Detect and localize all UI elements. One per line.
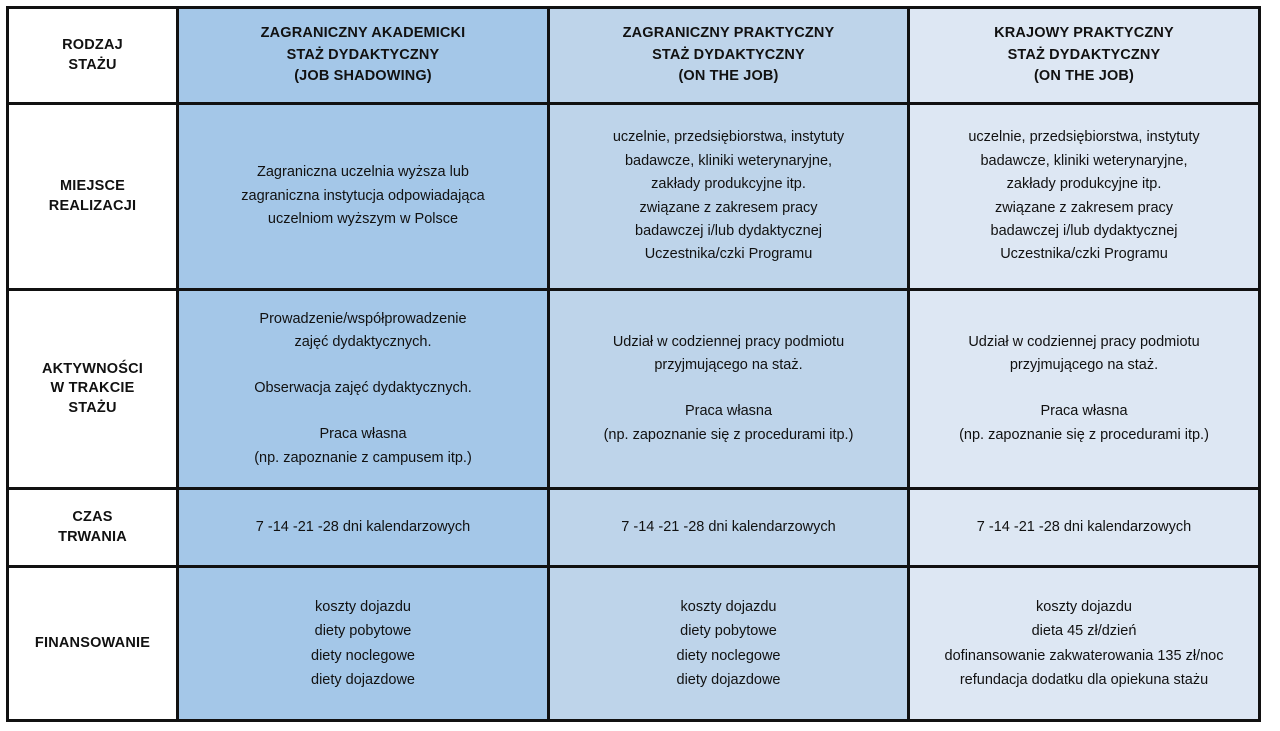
cell-line: diety noclegowe bbox=[311, 647, 415, 664]
cell-lines bbox=[918, 331, 1250, 447]
cell-miejsce-practical-domestic bbox=[909, 104, 1260, 290]
cell-czas-academic-abroad bbox=[178, 489, 549, 567]
cell-line: Uczestnika/czki Programu bbox=[1000, 246, 1168, 263]
cell-line: 7 -14 -21 -28 dni kalendarzowych bbox=[976, 518, 1192, 535]
header-column-lines bbox=[558, 23, 899, 88]
header-column-lines bbox=[187, 23, 539, 88]
cell-line-spacer bbox=[187, 355, 539, 377]
header-column-line: (JOB SHADOWING) bbox=[294, 68, 432, 85]
row-label-lines bbox=[17, 508, 168, 547]
header-column-line: (ON THE JOB) bbox=[1033, 68, 1135, 85]
cell-line: koszty dojazdu bbox=[1036, 598, 1132, 615]
cell-lines bbox=[918, 126, 1250, 267]
header-column-line: (ON THE JOB) bbox=[678, 68, 779, 85]
cell-line: dofinansowanie zakwaterowania 135 zł/noc bbox=[944, 647, 1224, 664]
cell-line: Praca własna bbox=[684, 403, 773, 420]
cell-line: (np. zapoznanie z campusem itp.) bbox=[254, 449, 472, 466]
cell-line: zakłady produkcyjne itp. bbox=[651, 176, 806, 193]
cell-miejsce-practical-abroad bbox=[549, 104, 909, 290]
cell-line: Uczestnika/czki Programu bbox=[644, 246, 813, 263]
header-column-line: KRAJOWY PRAKTYCZNY bbox=[994, 24, 1174, 41]
cell-line: Udział w codziennej pracy podmiotu bbox=[968, 333, 1200, 350]
cell-line: uczelniom wyższym w Polsce bbox=[267, 211, 459, 228]
table-row bbox=[8, 104, 1260, 290]
cell-line: zajęć dydaktycznych. bbox=[294, 334, 432, 351]
cell-line: (np. zapoznanie się z procedurami itp.) bbox=[603, 426, 854, 443]
cell-line: dieta 45 zł/dzień bbox=[1031, 623, 1137, 640]
table-header-row bbox=[8, 8, 1260, 104]
cell-aktywnosci-academic-abroad bbox=[178, 290, 549, 489]
cell-line: Udział w codziennej pracy podmiotu bbox=[612, 333, 845, 350]
cell-line: refundacja dodatku dla opiekuna stażu bbox=[959, 671, 1209, 688]
cell-lines bbox=[558, 595, 899, 692]
cell-line: zakłady produkcyjne itp. bbox=[1006, 176, 1162, 193]
cell-czas-practical-domestic bbox=[909, 489, 1260, 567]
cell-lines bbox=[187, 595, 539, 692]
row-label-line: REALIZACJI bbox=[48, 197, 137, 214]
cell-line: zagraniczna instytucja odpowiadająca bbox=[241, 187, 485, 204]
cell-lines bbox=[558, 126, 899, 267]
table-row bbox=[8, 567, 1260, 721]
row-label-czas-trwania bbox=[8, 489, 178, 567]
header-label-lines bbox=[17, 36, 168, 75]
row-label-line: MIEJSCE bbox=[59, 177, 126, 194]
cell-line: diety dojazdowe bbox=[676, 671, 781, 688]
cell-line: diety pobytowe bbox=[680, 623, 777, 640]
cell-line: badawczej i/lub dydaktycznej bbox=[635, 222, 822, 239]
cell-line: koszty dojazdu bbox=[680, 598, 777, 615]
cell-aktywnosci-practical-domestic bbox=[909, 290, 1260, 489]
cell-line: badawczej i/lub dydaktycznej bbox=[990, 222, 1178, 239]
cell-line: koszty dojazdu bbox=[315, 598, 411, 615]
row-label-finansowanie bbox=[8, 567, 178, 721]
internship-types-table bbox=[6, 6, 1261, 722]
row-label-lines bbox=[17, 634, 168, 654]
cell-line: związane z zakresem pracy bbox=[994, 199, 1174, 216]
cell-line: badawcze, kliniki weterynaryjne, bbox=[624, 152, 833, 169]
row-label-lines bbox=[17, 177, 168, 216]
cell-lines bbox=[558, 331, 899, 447]
cell-line: uczelnie, przedsiębiorstwa, instytuty bbox=[612, 129, 845, 146]
row-label-line: STAŻU bbox=[68, 399, 117, 416]
cell-lines bbox=[187, 308, 539, 470]
header-column-practical-abroad bbox=[549, 8, 909, 104]
header-label-cell bbox=[8, 8, 178, 104]
row-label-line: FINANSOWANIE bbox=[34, 634, 151, 651]
cell-lines bbox=[918, 516, 1250, 539]
cell-line: badawcze, kliniki weterynaryjne, bbox=[980, 152, 1188, 169]
cell-line-spacer bbox=[187, 401, 539, 423]
cell-finansowanie-practical-abroad bbox=[549, 567, 909, 721]
cell-line: Zagraniczna uczelnia wyższa lub bbox=[257, 164, 469, 181]
header-column-line: STAŻ DYDAKTYCZNY bbox=[652, 46, 805, 63]
header-label-line: RODZAJ bbox=[62, 36, 123, 53]
cell-lines bbox=[918, 595, 1250, 692]
row-label-line: AKTYWNOŚCI bbox=[41, 360, 144, 377]
row-label-lines bbox=[17, 360, 168, 419]
table-row bbox=[8, 290, 1260, 489]
header-label-line: STAŻU bbox=[68, 56, 117, 73]
cell-line: związane z zakresem pracy bbox=[639, 199, 818, 216]
cell-line-spacer bbox=[918, 378, 1250, 400]
cell-finansowanie-academic-abroad bbox=[178, 567, 549, 721]
cell-line: diety pobytowe bbox=[314, 623, 412, 640]
header-column-lines bbox=[918, 23, 1250, 88]
header-column-academic-abroad bbox=[178, 8, 549, 104]
cell-miejsce-academic-abroad bbox=[178, 104, 549, 290]
cell-line: Praca własna bbox=[319, 426, 407, 443]
cell-line: Praca własna bbox=[1040, 403, 1128, 420]
cell-czas-practical-abroad bbox=[549, 489, 909, 567]
header-column-line: STAŻ DYDAKTYCZNY bbox=[286, 46, 440, 63]
cell-lines bbox=[187, 161, 539, 231]
cell-line: Prowadzenie/współprowadzenie bbox=[259, 310, 467, 327]
table-row bbox=[8, 489, 1260, 567]
cell-line: Obserwacja zajęć dydaktycznych. bbox=[254, 380, 472, 397]
table-body bbox=[8, 8, 1260, 721]
cell-line: diety noclegowe bbox=[676, 647, 781, 664]
cell-line-spacer bbox=[558, 378, 899, 400]
header-column-practical-domestic bbox=[909, 8, 1260, 104]
row-label-line: CZAS bbox=[72, 508, 113, 525]
row-label-miejsce-realizacji bbox=[8, 104, 178, 290]
cell-line: 7 -14 -21 -28 dni kalendarzowych bbox=[255, 518, 471, 535]
row-label-aktywnosci bbox=[8, 290, 178, 489]
cell-line: uczelnie, przedsiębiorstwa, instytuty bbox=[968, 129, 1200, 146]
cell-lines bbox=[187, 516, 539, 539]
row-label-line: W TRAKCIE bbox=[50, 380, 135, 397]
cell-line: 7 -14 -21 -28 dni kalendarzowych bbox=[621, 518, 836, 535]
cell-line: przyjmującego na staż. bbox=[654, 357, 803, 374]
header-column-line: STAŻ DYDAKTYCZNY bbox=[1007, 46, 1161, 63]
cell-line: przyjmującego na staż. bbox=[1009, 357, 1159, 374]
header-column-line: ZAGRANICZNY AKADEMICKI bbox=[260, 24, 466, 41]
header-column-line: ZAGRANICZNY PRAKTYCZNY bbox=[622, 24, 835, 41]
row-label-line: TRWANIA bbox=[58, 528, 127, 545]
cell-line: diety dojazdowe bbox=[311, 671, 415, 688]
cell-aktywnosci-practical-abroad bbox=[549, 290, 909, 489]
cell-finansowanie-practical-domestic bbox=[909, 567, 1260, 721]
cell-lines bbox=[558, 516, 899, 539]
cell-line: (np. zapoznanie się z procedurami itp.) bbox=[959, 426, 1209, 443]
